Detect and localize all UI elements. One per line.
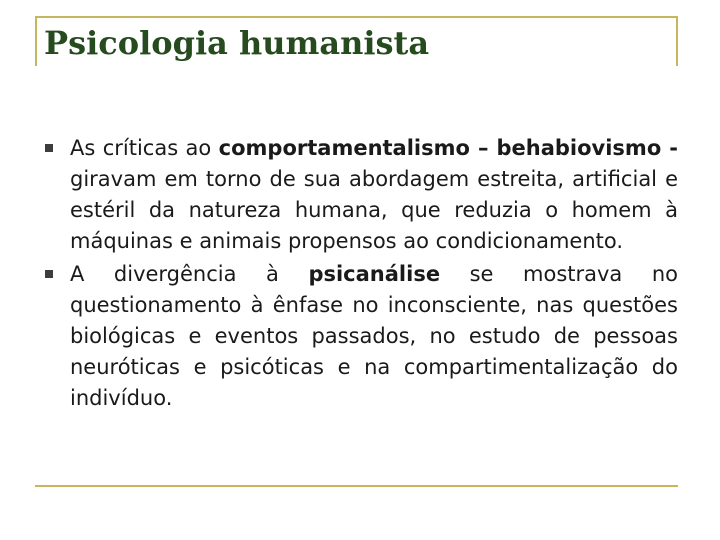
bullet-item: [44, 259, 678, 414]
bullet-text: giravam em torno de sua abordagem estreita, artificial e estéril da natureza humana, que reduzia o homem à máquinas e animais propensos ao condicionamento.: [70, 167, 678, 253]
bullet-paragraph: [70, 259, 678, 414]
slide-title: Psicologia humanista: [44, 24, 430, 62]
bullet-text: As críticas ao: [70, 136, 219, 160]
bullet-text: A divergência à: [70, 262, 309, 286]
square-bullet-icon: [45, 270, 53, 278]
bullet-text: se mostrava no questionamento à ênfase no inconsciente, nas questões biológicas e eventos passados, no estudo de pessoas neuróticas e psicóticas e na compartimentalização do indivíduo.: [70, 262, 678, 410]
frame-right-accent-line: [676, 16, 678, 66]
bullet-paragraph: [70, 133, 678, 257]
square-bullet-icon: [45, 144, 53, 152]
frame-bottom-line: [35, 485, 678, 487]
bullet-text-bold: comportamentalismo – behabiovismo -: [218, 136, 678, 160]
frame-top-line: [35, 16, 678, 18]
frame-left-accent-line: [35, 16, 37, 66]
bullet-item: [44, 133, 678, 257]
bullet-text-bold: psicanálise: [308, 262, 441, 286]
bullet-list: [44, 133, 678, 416]
